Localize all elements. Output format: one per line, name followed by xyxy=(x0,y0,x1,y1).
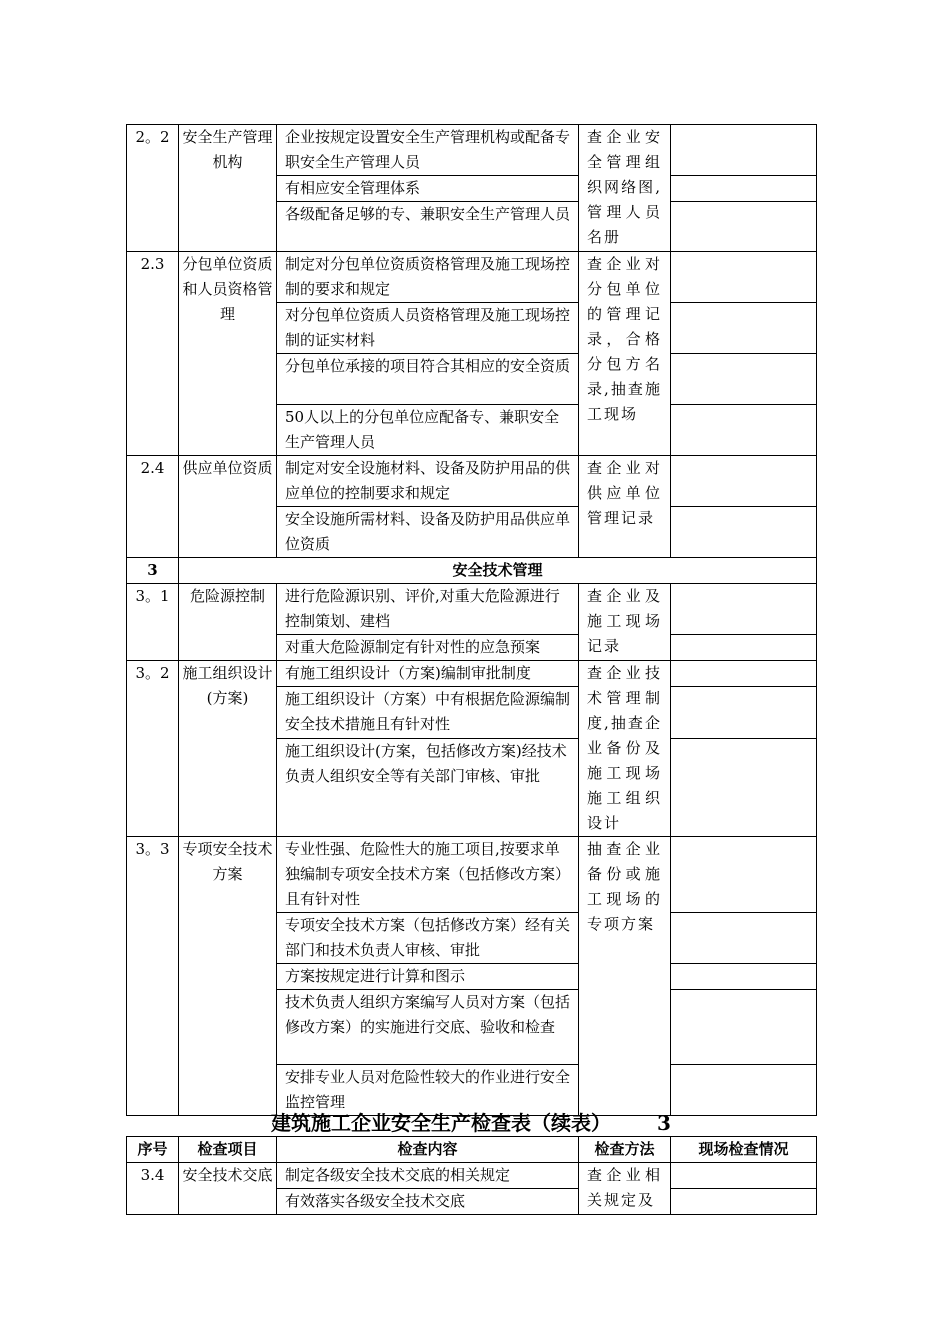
check-item: 危险源控制 xyxy=(179,584,277,661)
check-method: 抽查企业备份或施工现场的专项方案 xyxy=(579,837,671,1116)
check-method: 查企业对供应单位管理记录 xyxy=(579,456,671,558)
result-cell[interactable] xyxy=(671,202,817,252)
result-cell[interactable] xyxy=(671,738,817,836)
result-cell[interactable] xyxy=(671,635,817,661)
check-method: 查企业技术管理制度,抽查企业备份及施工现场施工组织设计 xyxy=(579,661,671,837)
check-content: 有效落实各级安全技术交底 xyxy=(277,1189,579,1215)
result-cell[interactable] xyxy=(671,405,817,456)
result-cell[interactable] xyxy=(671,837,817,913)
result-cell[interactable] xyxy=(671,456,817,507)
check-content: 有相应安全管理体系 xyxy=(277,176,579,202)
result-cell[interactable] xyxy=(671,125,817,176)
page-title xyxy=(126,1110,816,1136)
check-content: 对重大危险源制定有针对性的应急预案 xyxy=(277,635,579,661)
check-item: 施工组织设计(方案) xyxy=(179,661,277,837)
header-item: 检查项目 xyxy=(179,1137,277,1163)
header-result: 现场检查情况 xyxy=(671,1137,817,1163)
check-content: 专项安全技术方案（包括修改方案）经有关部门和技术负责人审核、审批 xyxy=(277,913,579,964)
check-content: 进行危险源识别、评价,对重大危险源进行控制策划、建档 xyxy=(277,584,579,635)
result-cell[interactable] xyxy=(671,176,817,202)
title-text: 建筑施工企业安全生产检查表（续表） xyxy=(271,1111,612,1135)
row-number: 2。2 xyxy=(127,125,179,252)
check-content: 专业性强、危险性大的施工项目,按要求单独编制专项安全技术方案（包括修改方案）且有针对性 xyxy=(277,837,579,913)
check-content: 安全设施所需材料、设备及防护用品供应单位资质 xyxy=(277,507,579,558)
result-cell[interactable] xyxy=(671,303,817,354)
check-content: 50人以上的分包单位应配备专、兼职安全生产管理人员 xyxy=(277,405,579,456)
row-number: 3.4 xyxy=(127,1163,179,1215)
row-number: 2.3 xyxy=(127,252,179,456)
header-method: 检查方法 xyxy=(579,1137,671,1163)
row-number: 3。1 xyxy=(127,584,179,661)
result-cell[interactable] xyxy=(671,252,817,303)
check-item: 分包单位资质和人员资格管理 xyxy=(179,252,277,456)
check-content: 企业按规定设置安全生产管理机构或配备专职安全生产管理人员 xyxy=(277,125,579,176)
check-content: 有施工组织设计（方案)编制审批制度 xyxy=(277,661,579,687)
check-content: 施工组织设计（方案）中有根据危险源编制安全技术措施且有针对性 xyxy=(277,687,579,739)
check-content: 制定对安全设施材料、设备及防护用品的供应单位的控制要求和规定 xyxy=(277,456,579,507)
result-cell[interactable] xyxy=(671,964,817,990)
check-item: 安全生产管理机构 xyxy=(179,125,277,252)
check-content: 分包单位承接的项目符合其相应的安全资质 xyxy=(277,354,579,405)
page-number: 3 xyxy=(657,1111,671,1135)
check-content: 施工组织设计(方案，包括修改方案)经技术负责人组织安全等有关部门审核、审批 xyxy=(277,738,579,836)
header-content: 检查内容 xyxy=(277,1137,579,1163)
check-content: 制定对分包单位资质资格管理及施工现场控制的要求和规定 xyxy=(277,252,579,303)
result-cell[interactable] xyxy=(671,661,817,687)
result-cell[interactable] xyxy=(671,354,817,405)
header-no: 序号 xyxy=(127,1137,179,1163)
result-cell[interactable] xyxy=(671,584,817,635)
inspection-table-continued xyxy=(126,1136,817,1215)
check-method: 查企业对分包单位的管理记录，合格分包方名录,抽查施工现场 xyxy=(579,252,671,456)
result-cell[interactable] xyxy=(671,1189,817,1215)
row-number: 3。3 xyxy=(127,837,179,1116)
check-content: 方案按规定进行计算和图示 xyxy=(277,964,579,990)
result-cell[interactable] xyxy=(671,1065,817,1116)
check-item: 供应单位资质 xyxy=(179,456,277,558)
check-method: 查企业安全管理组织网络图,管理人员名册 xyxy=(579,125,671,252)
check-content: 技术负责人组织方案编写人员对方案（包括修改方案）的实施进行交底、验收和检查 xyxy=(277,990,579,1065)
check-content: 制定各级安全技术交底的相关规定 xyxy=(277,1163,579,1189)
section-header-row xyxy=(127,558,817,584)
result-cell[interactable] xyxy=(671,687,817,739)
result-cell[interactable] xyxy=(671,913,817,964)
check-content: 安排专业人员对危险性较大的作业进行安全监控管理 xyxy=(277,1065,579,1116)
row-number: 3。2 xyxy=(127,661,179,837)
check-item: 专项安全技术方案 xyxy=(179,837,277,1116)
row-number: 2.4 xyxy=(127,456,179,558)
result-cell[interactable] xyxy=(671,507,817,558)
check-method: 查企业及施工现场记录 xyxy=(579,584,671,661)
section-number: 3 xyxy=(127,558,179,584)
check-content: 对分包单位资质人员资格管理及施工现场控制的证实材料 xyxy=(277,303,579,354)
result-cell[interactable] xyxy=(671,990,817,1065)
table-header-row xyxy=(127,1137,817,1163)
inspection-table-main xyxy=(126,124,817,1116)
result-cell[interactable] xyxy=(671,1163,817,1189)
check-item: 安全技术交底 xyxy=(179,1163,277,1215)
section-title: 安全技术管理 xyxy=(179,558,817,584)
check-content: 各级配备足够的专、兼职安全生产管理人员 xyxy=(277,202,579,252)
check-method: 查企业相关规定及 xyxy=(579,1163,671,1215)
